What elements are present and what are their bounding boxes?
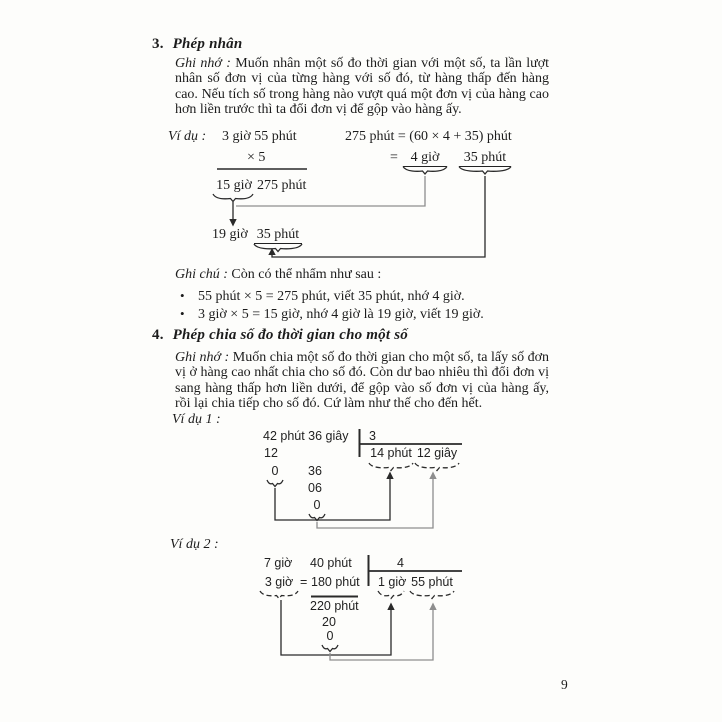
dividend: 42 phút 36 giây: [263, 429, 349, 443]
work-36: 36: [308, 464, 322, 478]
bullet-text: 3 giờ × 5 = 15 giờ, nhớ 4 giờ là 19 giờ, viết 19 giờ.: [198, 307, 484, 322]
remark-label: Ghi chú :: [175, 267, 228, 282]
underbrace-zero-2: [309, 514, 325, 521]
underbrace-35-phut: [459, 167, 511, 175]
example-label: Ví dụ :: [168, 129, 207, 144]
divisor: 3: [369, 429, 376, 443]
product-minutes: 275 phút: [257, 178, 307, 193]
underbrace-zero-3: [322, 645, 338, 652]
note-text: Muốn chia một số đo thời gian cho một số, ta lấy số đơn vị ở hàng cao nhất chia cho số đó. Còn dư bao nhiêu thì đổi đơn vị sang hàng thấp hơn liền dưới, để gộp vào số đơn vị của hàng ấy, rồi lại chia tiếp cho số đó. Cứ làm như thế cho đến hết.: [175, 350, 550, 412]
hours-connector-line: [236, 176, 425, 206]
remainder-zero: 0: [326, 629, 334, 643]
section-3-note: [175, 56, 549, 118]
dividend-hours: 7 giờ: [264, 556, 293, 570]
quotient-minutes: 55 phút: [411, 575, 453, 589]
remark-line: [175, 267, 549, 282]
remainder-hours: 3 giờ: [264, 575, 294, 589]
product-hours: 15 giờ: [216, 178, 252, 193]
result-minutes: 35 phút: [254, 227, 302, 244]
multiplicand: 3 giờ 55 phút: [222, 129, 297, 144]
equals-sign: =: [300, 575, 308, 589]
work-06: 06: [308, 481, 322, 495]
underbrace-55-phut: [410, 591, 454, 599]
quotient-minutes-2-arrowhead: [429, 603, 436, 611]
remainder-zero-2: 0: [313, 498, 321, 512]
note-text: Muốn nhân một số đo thời gian với một số, ta lần lượt nhân số đơn vị của từng hàng với số đó, từ hàng thấp đến hàng cao. Nếu tích số trong hàng nào vượt quá một đơn vị của hàng cao hơn liền trước thì ta đổi đơn vị để gộp vào hàng ấy.: [175, 56, 549, 118]
converted-minutes: 180 phút: [311, 575, 360, 589]
underbrace-15-gio: [213, 194, 253, 202]
bullet-item-2: [180, 306, 484, 322]
underbrace-14-phut: [369, 463, 413, 471]
carry-down-arrowhead: [229, 219, 236, 227]
section-4-title: Phép chia số đo thời gian cho một số: [172, 327, 408, 343]
equals-sign: =: [390, 150, 398, 165]
seconds-connector-1: [317, 478, 433, 528]
section-4-number: 4.: [152, 327, 164, 343]
converted-hours: 4 giờ: [403, 150, 447, 167]
example-2-label: Ví dụ 2 :: [170, 537, 219, 552]
underbrace-result-35-phut: [254, 244, 302, 252]
quotient-seconds-arrowhead: [429, 472, 436, 480]
quotient-minutes: 14 phút: [370, 446, 412, 460]
conversion-line: 275 phút = (60 × 4 + 35) phút: [345, 129, 512, 144]
quotient-hours: 1 giờ: [378, 575, 407, 589]
underbrace-4-gio: [403, 167, 447, 175]
quotient-hours-arrowhead: [387, 603, 394, 611]
quotient-minutes-arrowhead: [386, 472, 393, 480]
minutes-connector-line: [272, 176, 485, 257]
remainder-connector-2: [281, 600, 391, 655]
section-3-number: 3.: [152, 36, 164, 52]
divisor: 4: [397, 556, 404, 570]
work-20: 20: [322, 615, 336, 629]
bullet-text: 55 phút × 5 = 275 phút, viết 35 phút, nhớ 4 giờ.: [198, 289, 465, 304]
multiplier: × 5: [247, 150, 266, 165]
note-label: Ghi nhớ :: [175, 56, 231, 71]
remark-text: Còn có thể nhẩm như sau :: [231, 267, 382, 282]
remainder-connector-1: [275, 478, 390, 520]
remainder-zero-1: 0: [271, 464, 279, 478]
underbrace-12-giay: [415, 463, 459, 471]
converted-minutes: 35 phút: [459, 150, 511, 167]
section-3-heading: [152, 36, 242, 53]
bullet-icon: •: [180, 288, 185, 303]
result-hours: 19 giờ: [212, 227, 248, 242]
section-3-title: Phép nhân: [172, 36, 243, 52]
underbrace-3-gio: [260, 591, 298, 599]
section-4-note: [175, 350, 549, 412]
quotient-seconds: 12 giây: [416, 446, 458, 460]
bullet-icon: •: [180, 306, 185, 321]
minutes-connector-2: [330, 609, 433, 660]
bullet-item-1: [180, 288, 465, 304]
underbrace-zero-1: [267, 480, 283, 487]
section-4-heading: [152, 327, 408, 344]
sum-minutes: 220 phút: [310, 599, 359, 613]
underbrace-1-gio: [378, 591, 404, 599]
work-12: 12: [264, 446, 278, 460]
note-label: Ghi nhớ :: [175, 350, 230, 365]
minutes-up-arrowhead: [268, 248, 275, 255]
example-1-label: Ví dụ 1 :: [172, 412, 221, 427]
dividend-minutes: 40 phút: [310, 556, 352, 570]
page-number: 9: [561, 677, 568, 692]
